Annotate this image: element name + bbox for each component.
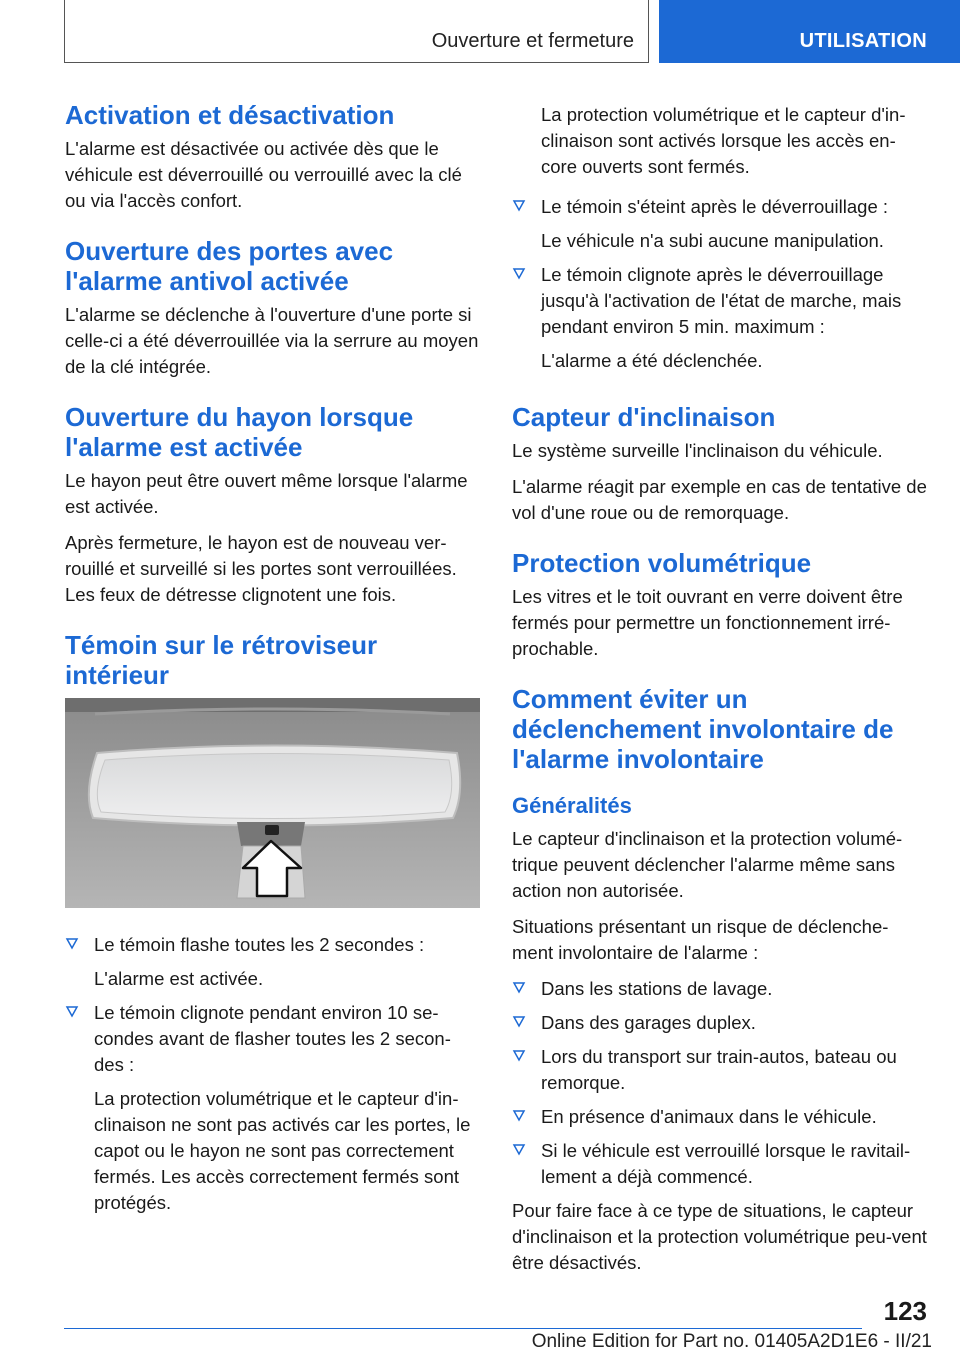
section-label: UTILISATION xyxy=(799,30,927,52)
list-item xyxy=(65,1000,480,1216)
footer-rule xyxy=(64,1328,862,1329)
heading-tailgate-alarm: Ouverture du hayon lorsque l'alarme est activée xyxy=(65,402,414,462)
list-item xyxy=(65,932,480,992)
list-item-text: Si le véhicule est verrouillé lorsque le ravitail‐lement a déjà commencé. xyxy=(541,1140,911,1187)
heading-indicator-mirror: Témoin sur le rétroviseur intérieur xyxy=(65,630,378,690)
triangle-bullet-icon xyxy=(512,198,526,212)
paragraph: Le capteur d'inclinaison et la protection volumé‐trique peuvent déclencher l'alarme même sans action non autorisée. xyxy=(512,828,903,901)
list-item xyxy=(512,1104,927,1130)
list-item-text: En présence d'animaux dans le véhicule. xyxy=(541,1106,877,1127)
heading-doors-alarm: Ouverture des portes avec l'alarme antivol activée xyxy=(65,236,394,296)
triangle-bullet-icon xyxy=(512,1108,526,1122)
list-item-text: Dans les stations de lavage. xyxy=(541,978,773,999)
heading-activation: Activation et désactivation xyxy=(65,100,395,130)
right-column xyxy=(512,102,927,1286)
list-item-subtext: Le véhicule n'a subi aucune manipulation. xyxy=(541,230,884,251)
paragraph: Le système surveille l'inclinaison du véhicule. xyxy=(512,440,883,461)
list-item xyxy=(512,976,927,1002)
list-item-text: Le témoin s'éteint après le déverrouillage : xyxy=(541,196,889,217)
section-volumetric-protection xyxy=(512,548,927,662)
paragraph: L'alarme réagit par exemple en cas de tentative de vol d'une roue ou de remorquage. xyxy=(512,476,927,523)
heading-tilt-sensor: Capteur d'inclinaison xyxy=(512,402,776,432)
section-activation xyxy=(65,100,480,214)
heading-avoid-false-alarm: Comment éviter un déclenchement involontaire de l'alarme involontaire xyxy=(512,684,894,774)
running-header-chapter-box xyxy=(64,0,649,63)
triangle-bullet-icon xyxy=(512,1014,526,1028)
list-item xyxy=(512,194,927,254)
list-item-text: Le témoin flashe toutes les 2 secondes : xyxy=(94,934,425,955)
continued-subtext: La protection volumétrique et le capteur d'in‐clinaison sont activés lorsque les accès en‐core ouverts sont fermés. xyxy=(541,104,906,177)
paragraph: Les vitres et le toit ouvrant en verre doivent être fermés pour permettre un fonctionnement irré‐prochable. xyxy=(512,586,903,659)
list-item xyxy=(512,1044,927,1096)
triangle-bullet-icon xyxy=(512,1048,526,1062)
list-item-text: Dans des garages duplex. xyxy=(541,1012,756,1033)
paragraph: L'alarme est désactivée ou activée dès que le véhicule est déverrouillé ou verrouillé avec la clé ou via l'accès confort. xyxy=(65,138,462,211)
rearview-mirror-illustration xyxy=(65,698,480,908)
footer-edition-text: Online Edition for Part no. 01405A2D1E6 - II/21 xyxy=(531,1331,932,1352)
list-item xyxy=(512,262,927,374)
subheading-general: Généralités xyxy=(512,793,632,818)
paragraph: L'alarme se déclenche à l'ouverture d'une porte si celle-ci a été déverrouillée via la serrure au moyen de la clé intégrée. xyxy=(65,304,479,377)
section-tilt-sensor xyxy=(512,402,927,526)
chapter-title: Ouverture et fermeture xyxy=(431,30,634,52)
paragraph: Pour faire face à ce type de situations, le capteur d'inclinaison et la protection volumétrique peu‐vent être désactivés. xyxy=(512,1200,927,1273)
list-item-text: Lors du transport sur train-autos, bateau ou remorque. xyxy=(541,1046,897,1093)
triangle-bullet-icon xyxy=(512,980,526,994)
heading-volumetric-protection: Protection volumétrique xyxy=(512,548,812,578)
list-item-text: Le témoin clignote pendant environ 10 se‐condes avant de flasher toutes les 2 secon‐des : xyxy=(94,1002,451,1075)
paragraph: Situations présentant un risque de déclenche‐ment involontaire de l'alarme : xyxy=(512,916,889,963)
section-tailgate-alarm xyxy=(65,402,480,608)
list-item xyxy=(512,1010,927,1036)
list-item-subtext: L'alarme est activée. xyxy=(94,968,264,989)
triangle-bullet-icon xyxy=(512,1142,526,1156)
running-header-section-tab xyxy=(659,0,960,63)
list-item-text: Le témoin clignote après le déverrouillage jusqu'à l'activation de l'état de marche, mais pendant environ 5 min. maximum : xyxy=(541,264,902,337)
left-column xyxy=(65,100,480,1224)
triangle-bullet-icon xyxy=(65,936,79,950)
section-doors-alarm xyxy=(65,236,480,380)
paragraph: Après fermeture, le hayon est de nouveau ver‐rouillé et surveillé si les portes sont verrouillées. Les feux de détresse clignotent une fois. xyxy=(65,532,457,605)
page-number: 123 xyxy=(883,1296,927,1326)
section-indicator-mirror xyxy=(65,630,480,1216)
list-item-subtext: L'alarme a été déclenchée. xyxy=(541,350,763,371)
paragraph: Le hayon peut être ouvert même lorsque l'alarme est activée. xyxy=(65,470,468,517)
triangle-bullet-icon xyxy=(512,266,526,280)
list-item-subtext: La protection volumétrique et le capteur d'in‐clinaison ne sont pas activés car les portes, le capot ou le hayon ne sont pas correctement fermés. Les accès correctement fermés sont protégés. xyxy=(94,1088,471,1213)
section-avoid-false-alarm xyxy=(512,684,927,1276)
list-item xyxy=(512,1138,927,1190)
triangle-bullet-icon xyxy=(65,1004,79,1018)
